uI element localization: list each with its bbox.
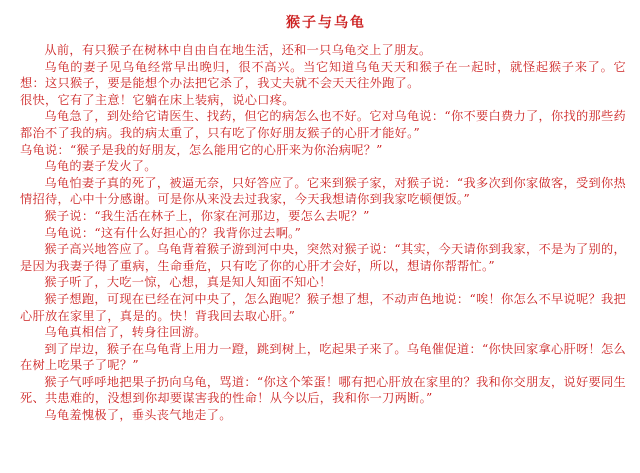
document-body	[20, 42, 626, 424]
paragraph: 乌龟怕妻子真的死了，被逼无奈，只好答应了。它来到猴子家，对猴子说：“我多次到你家做客，受到你热情招待，心中十分感谢。可是你从来没去过我家，今天我想请你到我家吃顿便饭。”	[20, 175, 626, 207]
paragraph: 乌龟急了，到处给它请医生、找药，但它的病怎么也不好。它对乌龟说：“你不要白费力了，你找的那些药都治不了我的病。我的病太重了，只有吃了你好朋友猴子的心肝才能好。”	[20, 109, 626, 140]
paragraph: 乌龟真相信了，转身往回游。	[44, 325, 207, 340]
paragraph: 乌龟羞愧极了，垂头丧气地走了。	[44, 408, 232, 423]
paragraph: 乌龟说：“这有什么好担心的？我背你过去啊。”	[44, 225, 302, 240]
paragraph: 乌龟的妻子发火了。	[44, 159, 157, 174]
paragraph: 猴子气呼呼地把果子扔向乌龟，骂道：“你这个笨蛋！哪有把心肝放在家里的？我和你交朋友，说好要同生死、共患难的，没想到你却要谋害我的性命！从今以后，我和你一刀两断。”	[20, 374, 626, 406]
paragraph: 乌龟说：“猴子是我的好朋友，怎么能用它的心肝来为你治病呢？”	[20, 142, 383, 157]
paragraph: 到了岸边，猴子在乌龟背上用力一蹬，跳到树上，吃起果子来了。乌龟催促道：“你快回家拿心肝呀！怎么在树上吃果子了呢？”	[20, 341, 626, 373]
paragraph: 猴子说：“我生活在林子上，你家在河那边，要怎么去呢？”	[44, 208, 370, 223]
paragraph: 猴子想跑，可现在已经在河中央了，怎么跑呢？猴子想了想，不动声色地说：“唉！你怎么不早说呢？我把心肝放在家里了，真是的。快！背我回去取心肝。”	[20, 291, 626, 323]
paragraph: 从前，有只猴子在树林中自由自在地生活，还和一只乌龟交上了朋友。	[44, 43, 432, 57]
document-title: 猴子与乌龟	[286, 15, 366, 31]
paragraph: 乌龟的妻子见乌龟经常早出晚归，很不高兴。当它知道乌龟天天和猴子在一起时，就怪起猴子来了。它想：这只猴子，要是能想个办法把它杀了，我丈夫就不会天天往外跑了。	[20, 59, 626, 91]
paragraph: 猴子高兴地答应了。乌龟背着猴子游到河中央，突然对猴子说：“其实，今天请你到我家，不是为了别的，是因为我妻子得了重病，生命垂危，只有吃了你的心肝才会好，所以，想请你帮帮忙。”	[20, 242, 626, 273]
paragraph: 猴子听了，大吃一惊，心想，真是知人知面不知心！	[44, 275, 332, 290]
paragraph: 很快，它有了主意！它躺在床上装病，说心口疼。	[20, 92, 295, 107]
